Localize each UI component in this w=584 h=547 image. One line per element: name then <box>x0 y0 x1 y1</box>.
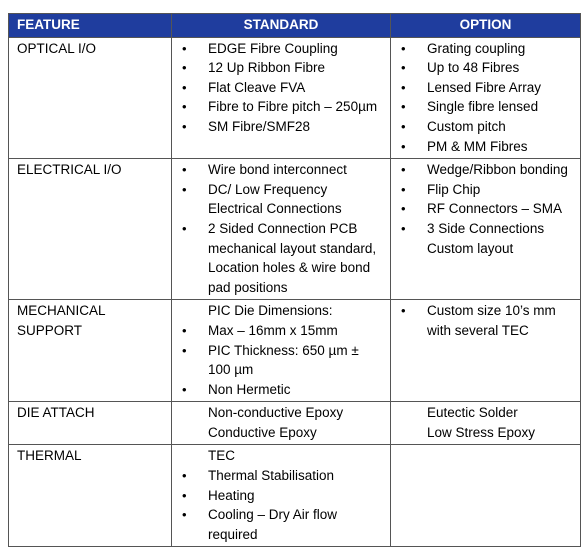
standard-bullet-list <box>180 39 382 137</box>
option-bullet-list <box>399 160 572 258</box>
option-cell <box>391 300 581 402</box>
list-item: • Up to 48 Fibres <box>399 58 572 78</box>
table-body <box>9 37 581 547</box>
standard-intro-text: PIC Die Dimensions: <box>208 303 333 319</box>
option-bullet-list <box>399 39 572 157</box>
option-cell <box>391 445 581 547</box>
list-item: • Custom size 10’s mm with several TEC <box>399 301 572 340</box>
option-cell <box>391 402 581 445</box>
table-row <box>9 159 581 300</box>
table-row <box>9 300 581 402</box>
list-item: • Wire bond interconnect <box>180 160 382 180</box>
feature-spec-table <box>8 13 581 547</box>
list-item: • Flat Cleave FVA <box>180 78 382 98</box>
standard-bullet-list <box>180 160 382 297</box>
table-row <box>9 37 581 159</box>
list-item: • Wedge/Ribbon bonding <box>399 160 572 180</box>
list-item: • DC/ Low Frequency Electrical Connections <box>180 180 382 219</box>
standard-text-line: Conductive Epoxy <box>208 424 317 440</box>
option-cell <box>391 159 581 300</box>
list-item: • Flip Chip <box>399 180 572 200</box>
feature-cell <box>9 159 172 300</box>
list-item: • Max – 16mm x 15mm <box>180 321 382 341</box>
standard-intro-text: TEC <box>208 448 235 464</box>
feature-label: OPTICAL I/O <box>17 40 97 56</box>
feature-cell <box>9 445 172 547</box>
standard-cell <box>172 37 391 159</box>
option-text-line: Eutectic Solder <box>427 405 518 421</box>
header-option: OPTION <box>391 14 581 38</box>
header-standard: STANDARD <box>172 14 391 38</box>
list-item: • 3 Side Connections Custom layout <box>399 219 572 258</box>
option-cell <box>391 37 581 159</box>
list-item: • Heating <box>180 486 382 506</box>
list-item: • PM & MM Fibres <box>399 137 572 157</box>
list-item: • Fibre to Fibre pitch – 250µm <box>180 97 382 117</box>
list-item: • PIC Thickness: 650 µm ± 100 µm <box>180 341 382 380</box>
standard-cell <box>172 445 391 547</box>
list-item: • SM Fibre/SMF28 <box>180 117 382 137</box>
standard-text-line: Non-conductive Epoxy <box>208 405 344 421</box>
list-item: • Thermal Stabilisation <box>180 466 382 486</box>
feature-label: THERMAL <box>17 448 82 464</box>
list-item: • Cooling – Dry Air flow required <box>180 505 382 544</box>
standard-cell <box>172 402 391 445</box>
option-bullet-list <box>399 301 572 340</box>
header-row <box>9 14 581 38</box>
list-item: • Single fibre lensed <box>399 97 572 117</box>
feature-cell <box>9 300 172 402</box>
list-item: • Non Hermetic <box>180 380 382 400</box>
standard-cell <box>172 159 391 300</box>
table-row <box>9 402 581 445</box>
list-item: • 12 Up Ribbon Fibre <box>180 58 382 78</box>
feature-label: ELECTRICAL I/O <box>17 162 122 178</box>
feature-label: MECHANICAL <box>17 303 106 319</box>
list-item: • RF Connectors – SMA <box>399 199 572 219</box>
list-item: • Grating coupling <box>399 39 572 59</box>
list-item: • 2 Sided Connection PCB mechanical layout standard, Location holes & wire bond pad positions <box>180 219 382 297</box>
option-text-line: Low Stress Epoxy <box>427 424 536 440</box>
standard-cell <box>172 300 391 402</box>
list-item: • Custom pitch <box>399 117 572 137</box>
feature-label: DIE ATTACH <box>17 405 95 421</box>
list-item: • Lensed Fibre Array <box>399 78 572 98</box>
list-item: • EDGE Fibre Coupling <box>180 39 382 59</box>
feature-cell <box>9 37 172 159</box>
table-row <box>9 445 581 547</box>
header-feature: FEATURE <box>9 14 172 38</box>
standard-bullet-list <box>180 321 382 399</box>
standard-bullet-list <box>180 466 382 544</box>
feature-label: SUPPORT <box>17 322 83 338</box>
feature-cell <box>9 402 172 445</box>
